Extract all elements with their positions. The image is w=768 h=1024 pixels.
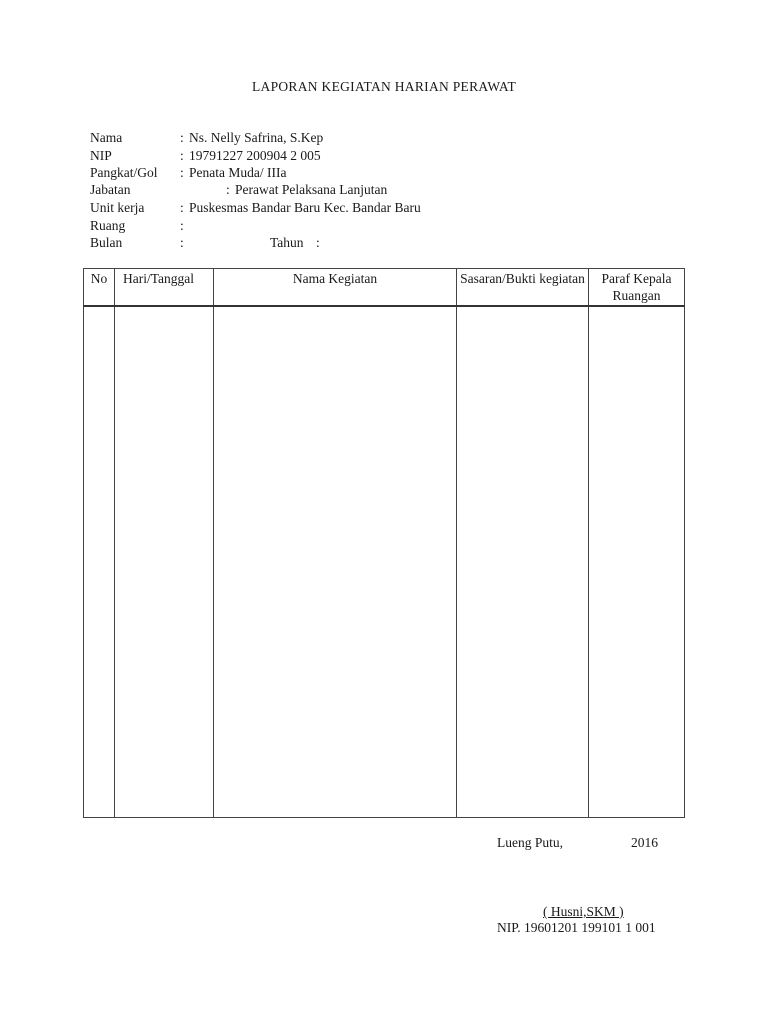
field-bulan-label: Bulan: [90, 235, 123, 250]
field-nama-colon: :: [180, 130, 184, 145]
field-ruang-colon: :: [180, 218, 184, 233]
field-nip-label: NIP: [90, 148, 112, 163]
field-nip-value: 19791227 200904 2 005: [189, 148, 321, 163]
field-unit-kerja-value: Puskesmas Bandar Baru Kec. Bandar Baru: [189, 200, 421, 215]
field-jabatan-colon: :: [226, 182, 230, 197]
cell-sasaran-bukti: [457, 306, 589, 818]
cell-no: [84, 306, 115, 818]
field-pangkat-colon: :: [180, 165, 184, 180]
signer-name: ( Husni,SKM ): [543, 904, 624, 919]
header-sasaran-bukti: Sasaran/Bukti kegiatan: [457, 269, 589, 307]
table-header-row: [84, 269, 685, 307]
field-ruang-label: Ruang: [90, 218, 126, 233]
header-hari-tanggal: Hari/Tanggal: [115, 269, 214, 307]
header-paraf-kepala: Paraf Kepala Ruangan: [589, 269, 685, 307]
field-jabatan-label: Jabatan: [90, 182, 131, 197]
header-no: No: [84, 269, 115, 307]
signer-nip: NIP. 19601201 199101 1 001: [497, 920, 656, 935]
field-tahun-label: Tahun: [270, 235, 304, 250]
field-jabatan-value: Perawat Pelaksana Lanjutan: [235, 182, 388, 197]
cell-paraf: [589, 306, 685, 818]
field-nip-colon: :: [180, 148, 184, 163]
cell-hari-tanggal: [115, 306, 214, 818]
field-nama-label: Nama: [90, 130, 123, 145]
field-pangkat-label: Pangkat/Gol: [90, 165, 158, 180]
field-pangkat-value: Penata Muda/ IIIa: [189, 165, 287, 180]
field-bulan-colon: :: [180, 235, 184, 250]
field-unit-kerja-label: Unit kerja: [90, 200, 145, 215]
field-nama-value: Ns. Nelly Safrina, S.Kep: [189, 130, 324, 145]
cell-nama-kegiatan: [214, 306, 457, 818]
activity-table: [83, 268, 685, 818]
signature-year: 2016: [631, 835, 658, 850]
table-row: [84, 306, 685, 818]
field-tahun-colon: :: [316, 235, 320, 250]
signature-place: Lueng Putu,: [497, 835, 563, 850]
header-nama-kegiatan: Nama Kegiatan: [214, 269, 457, 307]
report-title: LAPORAN KEGIATAN HARIAN PERAWAT: [251, 79, 516, 94]
field-unit-kerja-colon: :: [180, 200, 184, 215]
